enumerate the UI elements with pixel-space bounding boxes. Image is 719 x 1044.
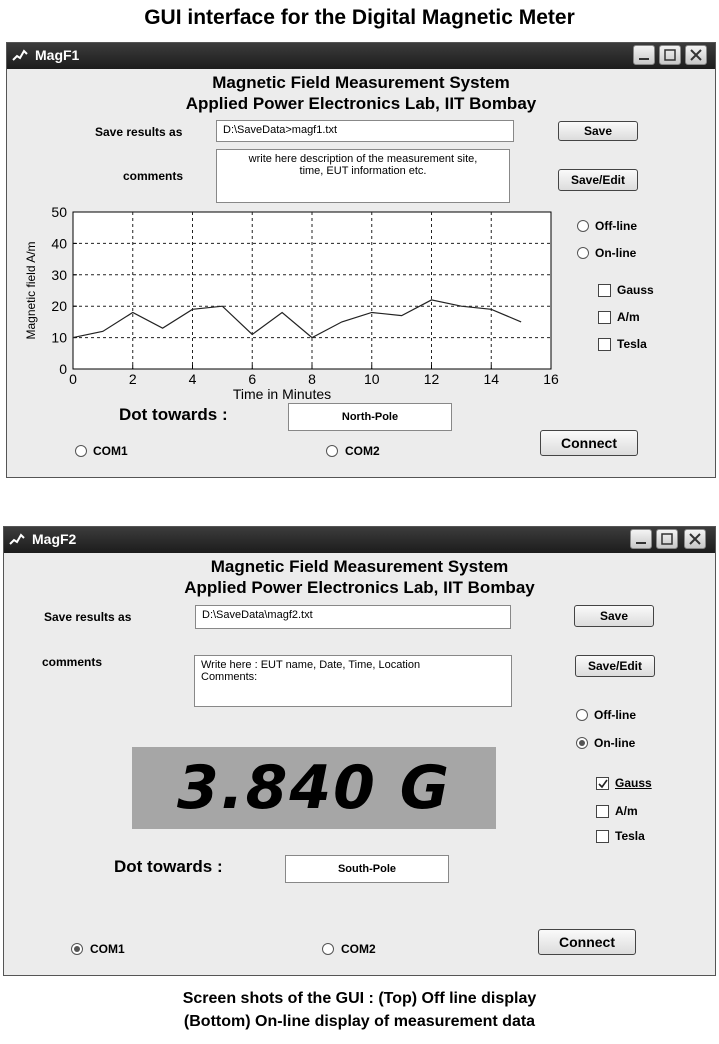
online-label: On-line [595,246,637,260]
com2-radio[interactable] [326,445,338,457]
minimize-button[interactable] [633,45,655,65]
comments-textarea[interactable] [216,149,510,203]
com2-radio[interactable] [322,943,334,955]
app-icon [9,532,25,548]
window-magf1 [6,42,716,478]
save-path-input[interactable]: D:\SaveData\magf2.txt [195,605,511,629]
save-button[interactable]: Save [574,605,654,627]
am-label: A/m [615,804,638,818]
lab-heading: Applied Power Electronics Lab, IIT Bombay [185,94,537,113]
x-axis-label: Time in Minutes [232,386,332,402]
x-tick-label: 2 [128,371,137,387]
offline-label: Off-line [595,219,637,233]
close-icon [685,530,705,548]
dot-direction-field: North-Pole [288,403,452,431]
title-bar[interactable] [4,527,715,553]
system-heading: Magnetic Field Measurement System [210,557,509,576]
dot-direction-field: South-Pole [285,855,449,883]
gauss-label: Gauss [615,776,652,790]
minimize-icon [634,46,654,64]
online-radio[interactable] [576,737,588,749]
save-path-input[interactable]: D:\SaveData>magf1.txt [216,120,514,142]
x-tick-label: 16 [543,371,559,387]
x-tick-label: 14 [483,371,500,387]
window-title: MagF2 [32,531,77,547]
checkmark-icon [597,778,608,789]
close-button[interactable] [684,529,706,549]
y-tick-label: 50 [51,204,67,220]
com1-radio[interactable] [75,445,87,457]
com1-radio[interactable] [71,943,83,955]
x-tick-label: 6 [248,371,257,387]
comments-line-1: write here description of the measurement site, [248,153,478,165]
x-tick-label: 10 [363,371,380,387]
com1-label: COM1 [93,444,128,458]
y-tick-label: 10 [51,329,67,346]
save-results-label: Save results as [95,125,183,139]
y-tick-label: 30 [51,266,67,283]
am-checkbox[interactable] [596,805,609,818]
save-results-label: Save results as [44,610,132,624]
title-bar[interactable] [7,43,715,69]
tesla-label: Tesla [617,337,647,351]
window-magf2 [3,526,716,976]
connect-button[interactable]: Connect [540,430,638,456]
dot-towards-label: Dot towards : [114,857,223,876]
am-label: A/m [617,310,640,324]
save-edit-button[interactable]: Save/Edit [558,169,638,191]
close-icon [686,46,706,64]
comments-line-1: Write here : EUT name, Date, Time, Location [201,659,421,671]
dot-towards-label: Dot towards : [119,405,228,424]
com1-label: COM1 [90,942,125,956]
maximize-icon [657,530,677,548]
page-title: GUI interface for the Digital Magnetic Meter [144,6,575,29]
x-tick-label: 0 [69,371,77,387]
x-tick-label: 8 [308,371,316,387]
maximize-button[interactable] [656,529,678,549]
comments-line-2: Comments: [201,671,258,683]
offline-radio[interactable] [576,709,588,721]
reading-display [132,747,496,829]
gauss-checkbox[interactable] [598,284,611,297]
caption-line-2: (Bottom) On-line display of measurement data [183,1013,536,1030]
app-icon [12,48,28,64]
comments-textarea[interactable] [194,655,512,707]
com2-label: COM2 [345,444,380,458]
am-checkbox[interactable] [598,311,611,324]
maximize-button[interactable] [659,45,681,65]
minimize-icon [631,530,651,548]
system-heading: Magnetic Field Measurement System [212,73,510,92]
tesla-label: Tesla [615,829,645,843]
save-edit-button[interactable]: Save/Edit [575,655,655,677]
online-label: On-line [594,736,636,750]
y-tick-label: 20 [51,298,67,315]
comments-label: comments [123,169,184,183]
y-tick-label: 40 [51,235,67,252]
offline-label: Off-line [594,708,636,722]
com2-label: COM2 [341,942,376,956]
x-tick-label: 4 [188,371,197,387]
minimize-button[interactable] [630,529,652,549]
magnetic-field-plot [7,198,567,418]
comments-line-2: time, EUT information etc. [299,165,427,177]
connect-button[interactable]: Connect [538,929,636,955]
comments-label: comments [42,655,103,669]
tesla-checkbox[interactable] [598,338,611,351]
online-radio[interactable] [577,247,589,259]
offline-radio[interactable] [577,220,589,232]
lab-heading: Applied Power Electronics Lab, IIT Bombay [184,578,535,597]
caption-line-1: Screen shots of the GUI : (Top) Off line display [182,990,537,1007]
y-axis-label: Magnetic field A/m [24,241,38,340]
reading-value: 3.840 G [177,753,451,823]
window-title: MagF1 [35,47,80,63]
save-button[interactable]: Save [558,121,638,141]
gauss-label: Gauss [617,283,654,297]
gauss-checkbox[interactable] [596,777,609,790]
y-tick-label: 0 [59,361,67,377]
close-button[interactable] [685,45,707,65]
tesla-checkbox[interactable] [596,830,609,843]
x-tick-label: 12 [423,371,440,387]
maximize-icon [660,46,680,64]
